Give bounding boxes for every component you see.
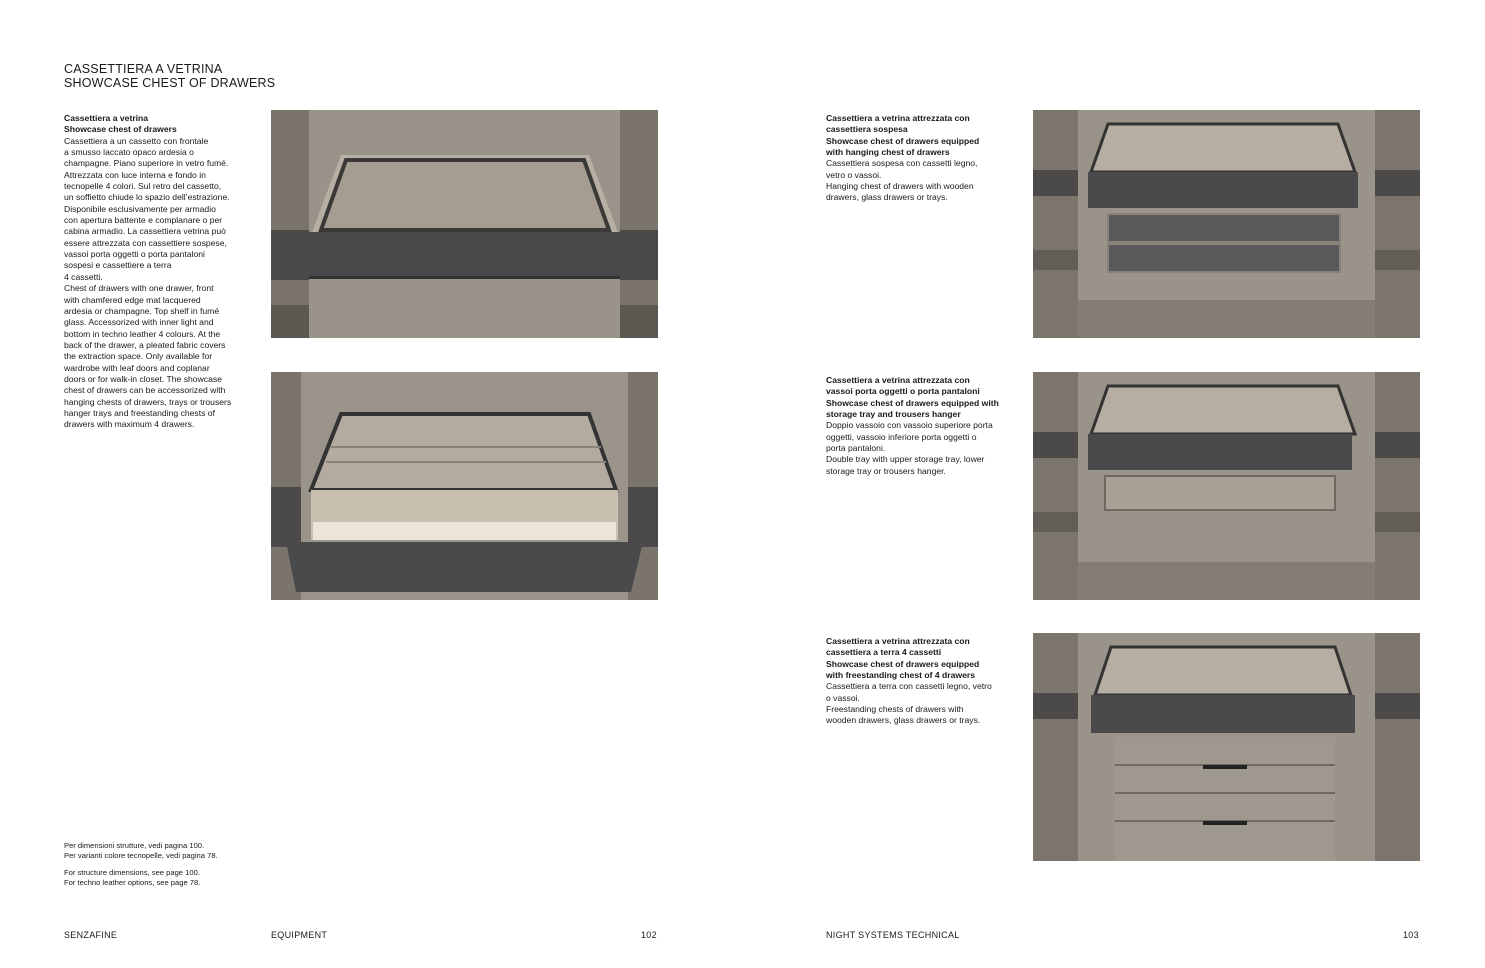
intro-body-line: Chest of drawers with one drawer, front [64,283,214,294]
block-title-line: Cassettiera a vetrina attrezzata con [826,636,970,646]
intro-body-line: Disponibile esclusivamente per armadio [64,203,216,214]
heading-line-it: CASSETTIERA A VETRINA [64,62,223,76]
block-body-line: drawers, glass drawers or trays. [826,192,948,203]
intro-body-line: a smusso laccato opaco ardesia o [64,147,194,158]
block-title-line: Showcase chest of drawers equipped [826,658,980,669]
intro-body [64,136,259,431]
photo-showcase-drawer-open [271,372,658,600]
intro-body-line: essere attrezzata con cassettiere sospese, [64,237,227,248]
block-title-line: with hanging chest of drawers [826,147,950,158]
intro-body-line: hanger trays and freestanding chests of [64,407,215,418]
footer-page-number-right: 103 [1403,930,1419,940]
block-body-line: Freestanding chests of drawers with [826,704,964,715]
intro-body-line: Cassettiera a un cassetto con frontale [64,135,209,146]
block-title-line: cassettiera a terra 4 cassetti [826,647,942,658]
photo-showcase-drawer-closed [271,110,658,338]
footer-page-number: 102 [641,930,657,940]
footer-section-right: NIGHT SYSTEMS TECHNICAL [826,930,960,940]
page-heading [64,62,275,90]
block-body-line: storage tray or trousers hanger. [826,465,946,476]
block-body-line: Hanging chest of drawers with wooden [826,181,974,192]
note-line: For techno leather options, see page 78. [64,878,201,887]
block-body-line: oggetti, vassoio inferiore porta oggetti o [826,431,977,442]
intro-body-line: cabina armadio. La cassettiera vetrina può [64,226,226,237]
block-title-line: storage tray and trousers hanger [826,409,961,420]
footer-section: EQUIPMENT [271,930,328,940]
intro-title [64,113,259,136]
photo-hanging-chest [1033,110,1420,338]
note-line: Per varianti colore tecnopelle, vedi pagina 78. [64,851,218,860]
intro-body-line: champagne. Piano superiore in vetro fumé. [64,158,229,169]
intro-body-line: doors or for walk-in closet. The showcase [64,373,222,384]
intro-body-line: hanging chests of drawers, trays or trousers [64,396,232,407]
intro-title-line: Cassettiera a vetrina [64,113,149,123]
intro-body-line: ardesia or champagne. Top shelf in fumé [64,305,220,316]
note-line: For structure dimensions, see page 100. [64,868,200,877]
block-body-line: Doppio vassoio con vassoio superiore porta [826,420,993,431]
footer-brand: SENZAFINE [64,930,118,940]
block-body-line: Double tray with upper storage tray, lower [826,454,985,465]
intro-body-line: wardrobe with leaf doors and coplanar [64,362,210,373]
intro-body-line: Attrezzata con luce interna e fondo in [64,169,206,180]
text-block-freestanding [826,636,1026,727]
block-title-line: Showcase chest of drawers equipped [826,135,980,146]
photo-freestanding-chest [1033,633,1420,861]
intro-title-line: Showcase chest of drawers [64,124,177,135]
block-title-line: Cassettiera a vetrina attrezzata con [826,375,970,385]
intro-body-line: glass. Accessorized with inner light and [64,317,214,328]
intro-text [64,113,259,431]
text-block-tray [826,375,1026,477]
intro-body-line: un soffietto chiude lo spazio dell’estrazione. [64,192,230,203]
photo-tray-trousers-hanger [1033,372,1420,600]
block-title-line: Showcase chest of drawers equipped with [826,397,999,408]
intro-body-line: back of the drawer, a pleated fabric covers [64,339,226,350]
intro-body-line: vassoi porta oggetti o porta pantaloni [64,249,205,260]
intro-body-line: sospesi e cassettiere a terra [64,260,172,271]
heading-line-en: SHOWCASE CHEST OF DRAWERS [64,76,276,90]
block-title-line: vassoi porta oggetti o porta pantaloni [826,386,980,397]
notes-english [64,868,200,888]
block-body-line: vetro o vassoi. [826,169,882,180]
block-title-line: Cassettiera a vetrina attrezzata con [826,113,970,123]
block-body-line: Cassettiera a terra con cassetti legno, vetro [826,681,992,692]
note-line: Per dimensioni strutture, vedi pagina 100. [64,841,205,850]
block-title-line: cassettiera sospesa [826,124,908,135]
intro-body-line: with chamfered edge mat lacquered [64,294,201,305]
intro-body-line: tecnopelle 4 colori. Sul retro del cassetto, [64,181,222,192]
intro-body-line: 4 cassetti. [64,271,103,282]
block-title-line: with freestanding chest of 4 drawers [826,670,975,681]
intro-body-line: con apertura battente e complanare o per [64,215,223,226]
intro-body-line: the extraction space. Only available for [64,351,213,362]
intro-body-line: bottom in techno leather 4 colours. At the [64,328,221,339]
block-body-line: porta pantaloni. [826,443,886,454]
block-body-line: wooden drawers, glass drawers or trays. [826,715,981,726]
notes-italian [64,841,218,861]
block-body-line: Cassettiera sospesa con cassetti legno, [826,158,978,169]
text-block-hanging [826,113,1026,204]
block-body-line: o vassoi. [826,692,860,703]
intro-body-line: chest of drawers can be accessorized with [64,385,226,396]
intro-body-line: drawers with maximum 4 drawers. [64,419,195,430]
